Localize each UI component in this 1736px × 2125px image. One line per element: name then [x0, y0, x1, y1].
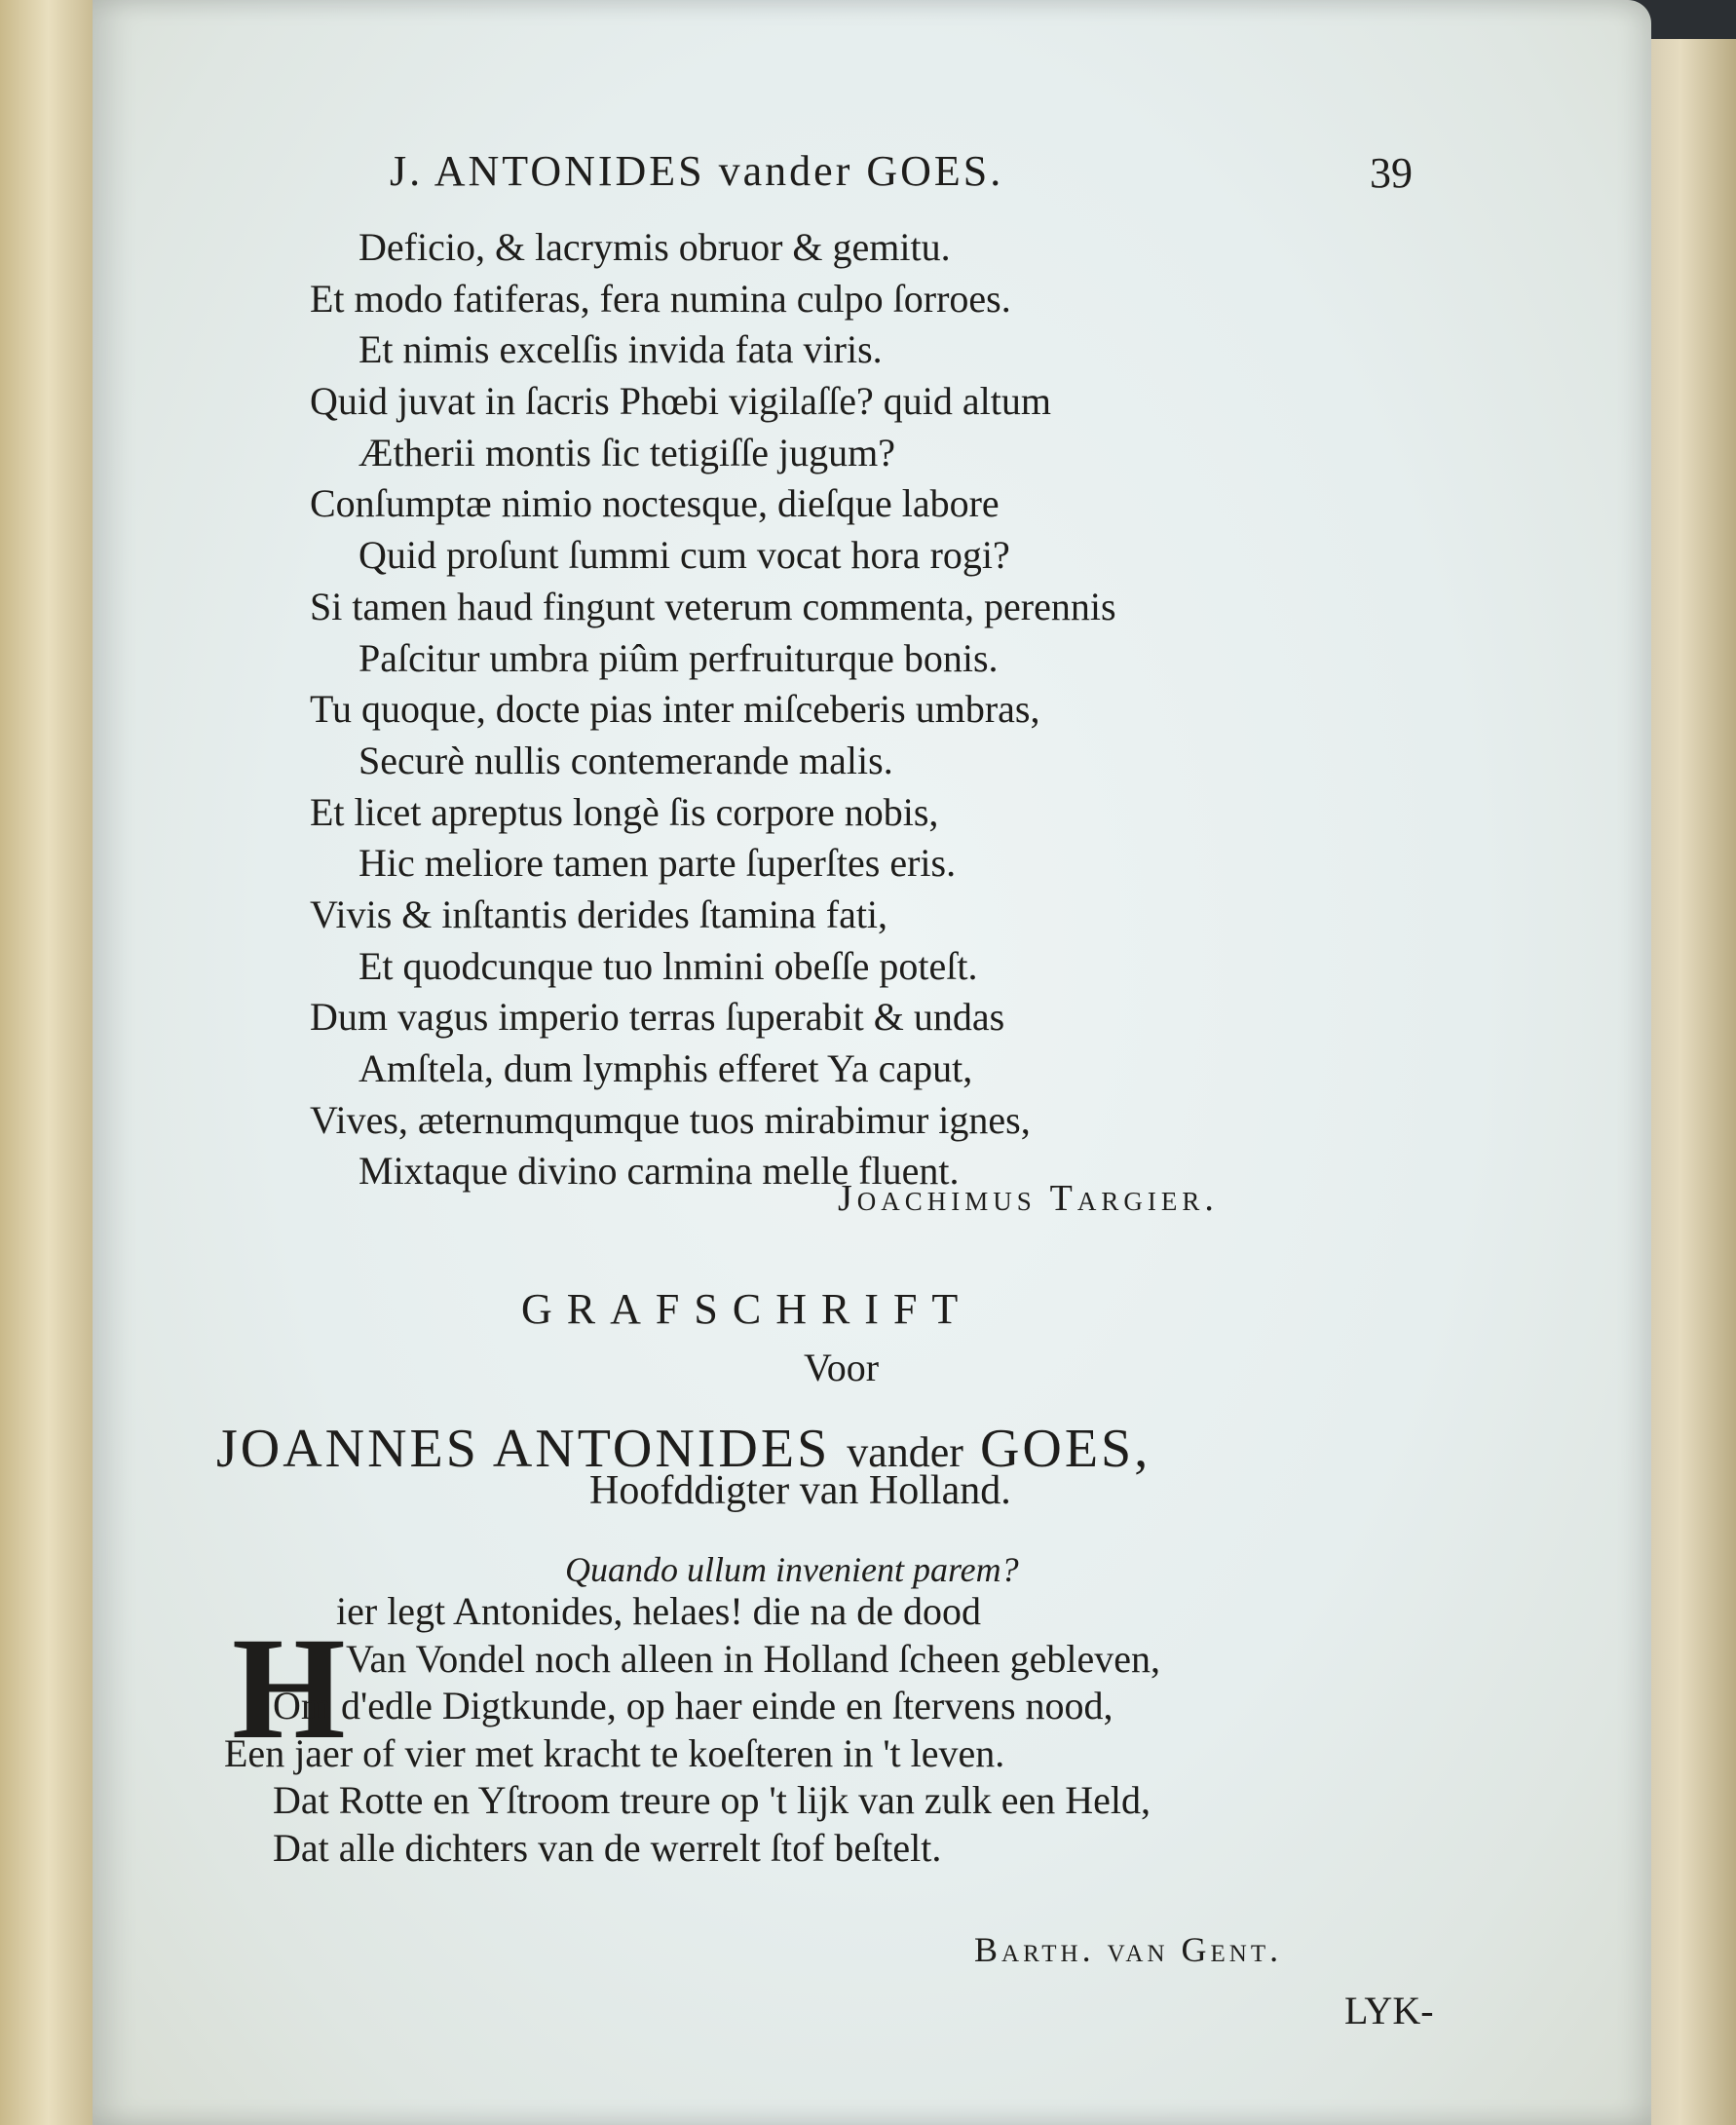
epitaph-motto: Quando ullum invenient parem? [565, 1550, 1019, 1589]
dedicatee-surname: GOES, [979, 1419, 1151, 1479]
running-head [292, 146, 1413, 205]
epitaph-voor: Voor [804, 1346, 880, 1389]
poem-line: Hic meliore tamen parte ſuperſtes eris. [359, 841, 957, 886]
poem-line: Et quodcunque tuo lnmini obeſſe poteſt. [359, 943, 978, 988]
poem-line: Conſumptæ nimio noctesque, dieſque labore [310, 481, 1000, 526]
verse-line: Om d'edle Digtkunde, op haer einde en ſtervens nood, [273, 1684, 1113, 1727]
verse-line: Van Vondel noch alleen in Holland ſcheen gebleven, [346, 1636, 1161, 1681]
book-binding-left [0, 0, 107, 2125]
verse-line: Dat alle dichters van de werrelt ſtof beſtelt. [273, 1825, 942, 1870]
poem-line: Securè nullis contemerande malis. [359, 738, 893, 782]
epitaph-heading: GRAFSCHRIFT [521, 1285, 973, 1333]
verse-line: ier legt Antonides, helaes! die na de dood [336, 1589, 982, 1633]
poem-line: Deficio, & lacrymis obruor & gemitu. [359, 225, 951, 269]
dutch-epitaph-verse [224, 1588, 1491, 1872]
drop-capital: H [232, 1608, 346, 1769]
catchword: LYK- [1344, 1989, 1434, 2032]
book-edge-right [1643, 39, 1736, 2125]
poem-line: Vivis & inſtantis derides ſtamina fati, [310, 892, 888, 936]
poem-line: Et modo fatiferas, fera numina culpo ſorroes. [310, 276, 1011, 321]
poem-line: Amſtela, dum lymphis efferet Ya caput, [359, 1046, 973, 1090]
page-number: 39 [1370, 149, 1413, 197]
poem-signature: Joachimus Targier. [838, 1178, 1219, 1219]
poem-line: Dum vagus imperio terras ſuperabit & undas [310, 995, 1005, 1040]
verse-line: Een jaer of vier met kracht te koeſteren in 't leven. [224, 1730, 1005, 1775]
poem-line: Tu quoque, docte pias inter miſceberis umbras, [310, 687, 1040, 732]
running-title: J. ANTONIDES vander GOES. [390, 147, 1004, 195]
poem-line: Si tamen haud fingunt veterum commenta, perennis [310, 584, 1116, 628]
poem-line: Vives, æternumqumque tuos mirabimur ignes, [310, 1097, 1031, 1142]
dedicatee-particle: vander [847, 1428, 963, 1476]
epitaph-signature: Barth. van Gent. [974, 1930, 1283, 1969]
poem-line: Quid juvat in ſacris Phœbi vigilaſſe? quid altum [310, 379, 1051, 424]
dedicatee-name: JOANNES ANTONIDES [216, 1419, 831, 1479]
verse-line: Dat Rotte en Yſtroom treure op 't lijk van zulk een Held, [273, 1778, 1151, 1822]
poem-line: Paſcitur umbra piûm perfruiturque bonis. [359, 635, 999, 680]
poem-line: Ætherii montis ſic tetigiſſe jugum? [359, 430, 896, 474]
latin-poem [310, 222, 1381, 1197]
poem-line: Mixtaque divino carmina melle fluent. [359, 1149, 960, 1194]
epitaph-subtitle: Hoofddigter van Holland. [589, 1468, 1011, 1513]
poem-line: Et licet apreptus longè ſis corpore nobis, [310, 789, 939, 834]
poem-line: Quid proſunt ſummi cum vocat hora rogi? [359, 533, 1010, 578]
poem-line: Et nimis excelſis invida fata viris. [359, 327, 883, 372]
